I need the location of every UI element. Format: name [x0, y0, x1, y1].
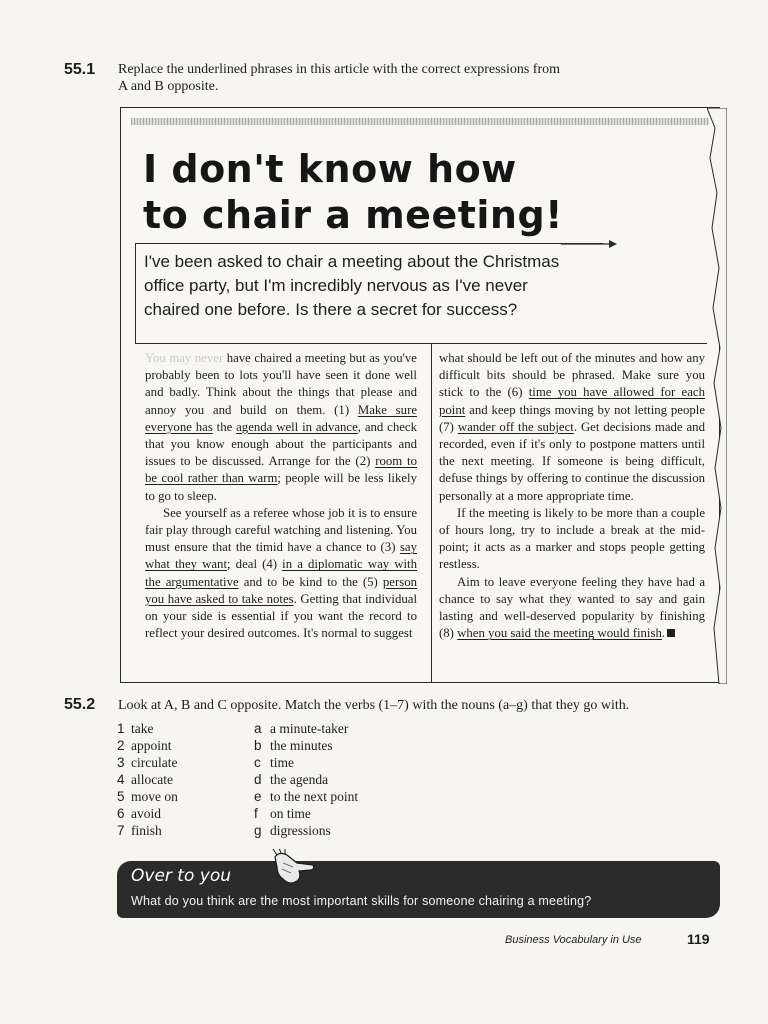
- list-item: [254, 737, 358, 754]
- pointing-hand-icon: [269, 849, 315, 889]
- item-text: move on: [131, 789, 178, 804]
- paragraph: [439, 574, 705, 643]
- item-key: 5: [117, 789, 125, 804]
- noun-list: [254, 720, 358, 839]
- standfirst-line: I've been asked to chair a meeting about the Christmas: [144, 252, 560, 271]
- list-item: [254, 822, 358, 839]
- exercise-number: 55.2: [64, 696, 96, 713]
- item-key: g: [254, 823, 262, 838]
- column-divider: [431, 343, 432, 683]
- item-key: b: [254, 738, 262, 753]
- text-run: what should be left out of the minutes and how any difficult bits should be phrased. Make sure you stick to the (6): [439, 351, 705, 400]
- item-text: a minute-taker: [270, 721, 349, 736]
- item-text: time: [270, 755, 294, 770]
- instruction-line: A and B opposite.: [118, 79, 219, 94]
- list-item: [254, 771, 358, 788]
- list-item: [254, 720, 358, 737]
- item-key: 7: [117, 823, 125, 838]
- article-standfirst: [135, 243, 603, 343]
- list-item: [117, 822, 178, 839]
- paragraph: [145, 505, 417, 643]
- item-text: the minutes: [270, 738, 333, 753]
- standfirst-line: chaired one before. Is there a secret for success?: [144, 300, 518, 319]
- over-to-you-question: What do you think are the most important skills for someone chairing a meeting?: [131, 894, 592, 908]
- list-item: [117, 788, 178, 805]
- underlined-phrase: wander off the subject: [457, 419, 574, 434]
- item-text: take: [131, 721, 154, 736]
- underlined-phrase: time you have allowed for each point: [439, 385, 705, 417]
- torn-edge: [707, 108, 727, 684]
- text-run: .: [661, 626, 666, 641]
- list-item: [117, 771, 178, 788]
- item-text: appoint: [131, 738, 172, 753]
- underlined-phrase: Make sure everyone has: [145, 402, 418, 434]
- item-key: 6: [117, 806, 125, 821]
- item-text: finish: [131, 823, 162, 838]
- exercise-instruction: Look at A, B and C opposite. Match the verbs (1–7) with the nouns (a–g) that they go with.: [118, 698, 630, 713]
- item-key: 1: [117, 721, 125, 736]
- text-run: Aim to leave everyone feeling they have had a chance to say what they wanted to say and gain lasting and well-deserved popularity by finishing (8): [439, 574, 705, 641]
- text-run: ; deal (4): [227, 557, 283, 572]
- item-text: the agenda: [270, 772, 329, 787]
- article-column-left: [145, 350, 417, 642]
- text-run: . Getting that individual on your side is essential if you want the record to reflect your desired outcomes. It's normal to suggest: [145, 591, 418, 641]
- standfirst-divider: [135, 343, 707, 344]
- over-to-you-bar: [117, 861, 720, 918]
- underlined-phrase: person you have asked to take notes: [145, 574, 417, 606]
- header-texture: [131, 118, 709, 125]
- page-number: 119: [687, 931, 710, 947]
- item-key: c: [254, 755, 261, 770]
- article-column-right: [439, 350, 705, 642]
- text-run: have chaired a meeting but as you've probably been to lots you'll have seen it done well and badly. Think about the things that please and annoy you and build on them. (1): [145, 351, 417, 417]
- item-key: 3: [117, 755, 125, 770]
- item-key: d: [254, 772, 262, 787]
- list-item: [254, 788, 358, 805]
- standfirst-line: office party, but I'm incredibly nervous as I've never: [144, 276, 528, 295]
- paragraph: [439, 350, 705, 505]
- underlined-phrase: when you said the meeting would finish: [457, 626, 662, 641]
- headline-line: to chair a meeting!: [143, 193, 564, 237]
- text-run: , and check that you know enough about the participants and issues to be discussed. Arrange for the (2): [145, 419, 417, 469]
- item-text: digressions: [270, 823, 331, 838]
- underlined-phrase: say what they want: [145, 540, 417, 572]
- headline-line: I don't know how: [143, 147, 517, 191]
- list-item: [117, 720, 178, 737]
- item-text: avoid: [131, 806, 161, 821]
- item-text: allocate: [131, 772, 173, 787]
- item-text: to the next point: [270, 789, 359, 804]
- list-item: [117, 754, 178, 771]
- item-key: a: [254, 721, 262, 736]
- underlined-phrase: room to be cool rather than warm: [145, 454, 417, 486]
- item-key: e: [254, 789, 262, 804]
- item-key: 2: [117, 738, 125, 753]
- instruction-line: Replace the underlined phrases in this article with the correct expressions from: [118, 62, 561, 77]
- book-title: Business Vocabulary in Use: [505, 934, 642, 946]
- text-run: See yourself as a referee whose job it is to ensure fair play through careful watching and listening. You must ensure that the timid have a chance to (3): [145, 505, 417, 555]
- text-run: ; people will be less likely to go to sleep.: [145, 471, 417, 503]
- item-key: f: [254, 806, 258, 821]
- underlined-phrase: agenda well in advance: [236, 419, 358, 434]
- list-item: [117, 737, 178, 754]
- item-text: circulate: [131, 755, 178, 770]
- text-run: the: [212, 419, 237, 434]
- article-box: [120, 107, 720, 683]
- list-item: [117, 805, 178, 822]
- end-mark-icon: [667, 629, 675, 637]
- list-item: [254, 754, 358, 771]
- over-to-you-title: Over to you: [131, 866, 231, 886]
- text-run: and keep things moving by not letting people (7): [439, 402, 705, 434]
- article-headline: [143, 146, 563, 238]
- item-text: on time: [270, 806, 311, 821]
- faded-text: You may never: [145, 351, 224, 365]
- exercise-number: 55.1: [64, 61, 96, 78]
- text-run: . Get decisions made and recorded, even if it's only to postpone matters until the next meeting. If someone is being difficult, defuse things by offering to continue the discussion personally at a more appropriate time.: [439, 419, 705, 503]
- text-run: and to be kind to the (5): [238, 574, 383, 589]
- verb-list: [117, 720, 178, 839]
- underlined-phrase: in a diplomatic way with the argumentative: [145, 557, 418, 589]
- paragraph: [145, 350, 417, 505]
- item-key: 4: [117, 772, 125, 787]
- paragraph: If the meeting is likely to be more than a couple of hours long, try to include a break at the mid-point; it acts as a marker and stops people getting restless.: [439, 505, 705, 572]
- list-item: [254, 805, 358, 822]
- exercise-instruction: [118, 61, 560, 95]
